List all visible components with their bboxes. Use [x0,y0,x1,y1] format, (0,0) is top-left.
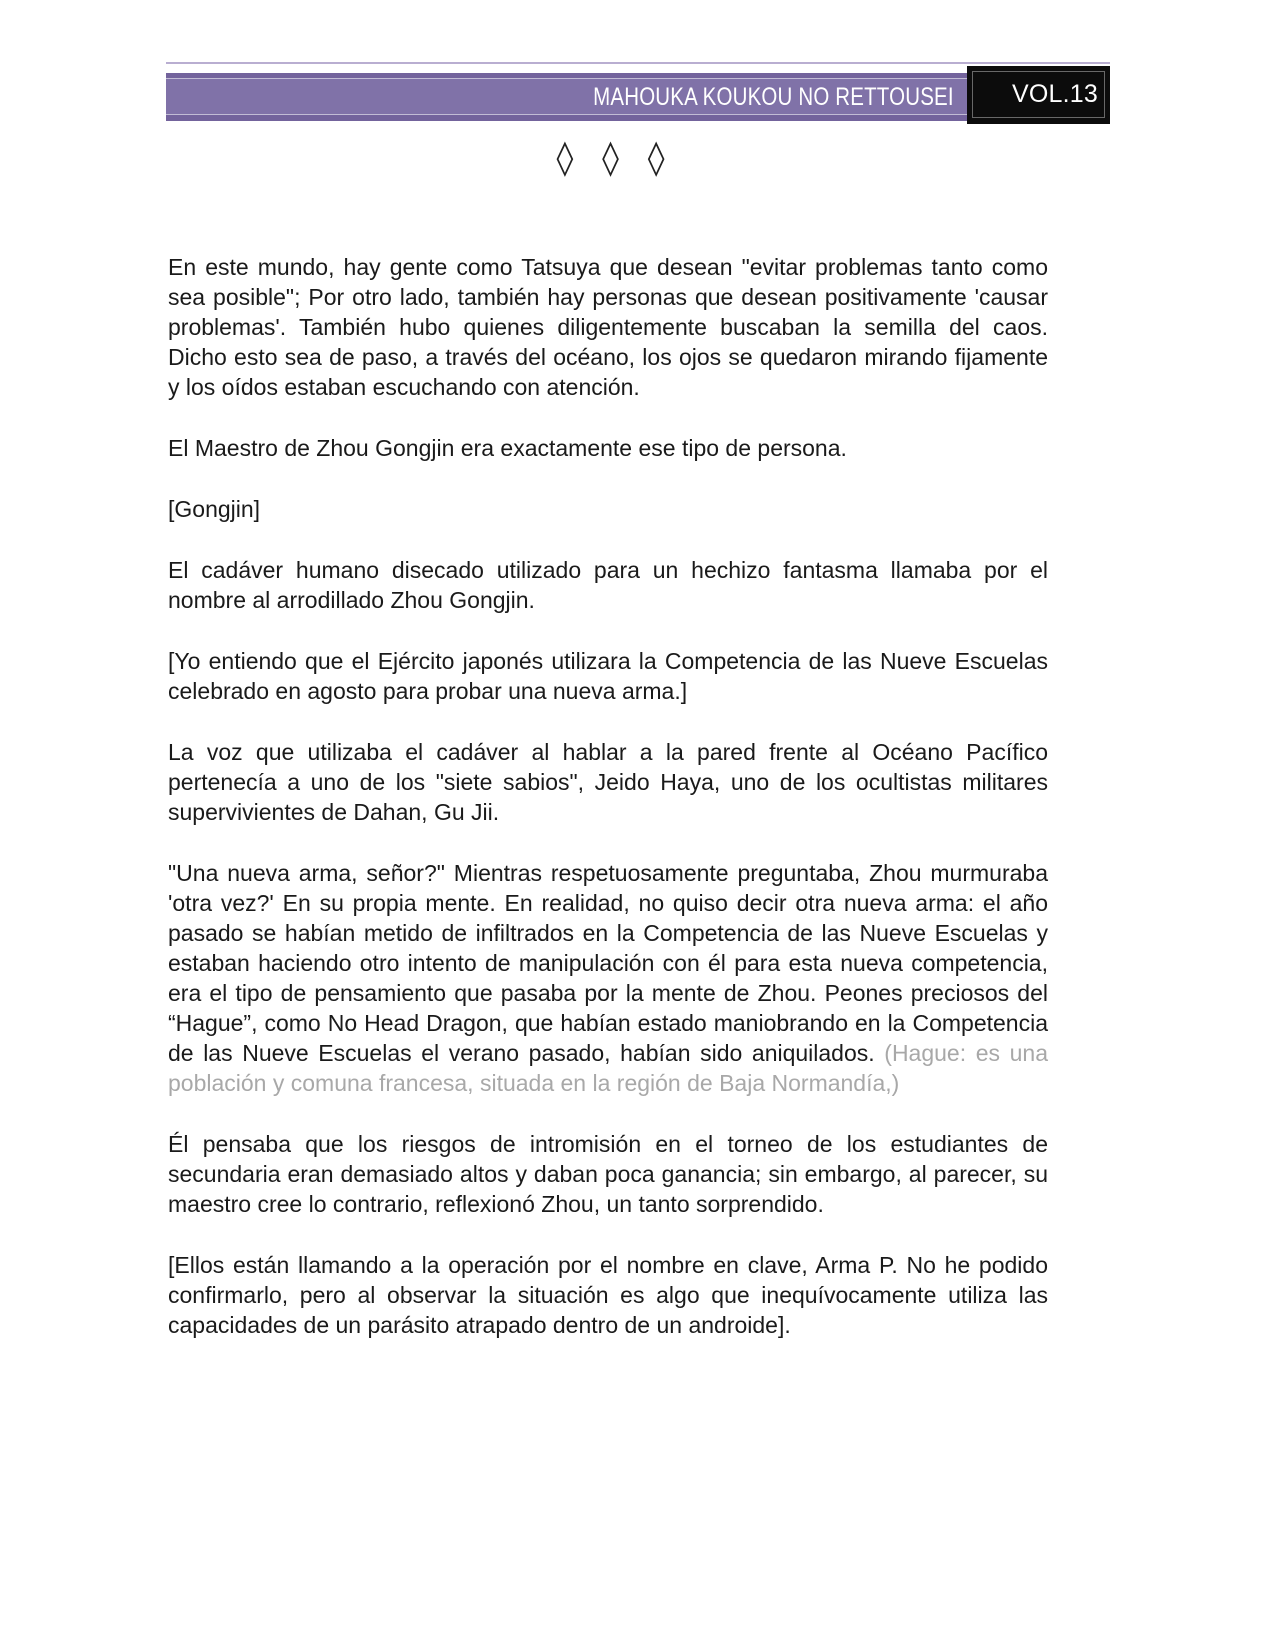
paragraph [168,1250,1048,1340]
volume-badge-border [972,71,1105,118]
paragraph-text: La voz que utilizaba el cadáver al hablar a la pared frente al Océano Pacífico pertenecía a uno de los "siete sabios", Jeido Haya, uno de los ocultistas militares supervivientes de Dahan, Gu Jii. [168,739,1048,825]
paragraph-text: En este mundo, hay gente como Tatsuya que desean "evitar problemas tanto como sea posible"; Por otro lado, también hay personas que desean positivamente 'causar problemas'. También hubo quienes diligentemente buscaban la semilla del caos. Dicho esto sea de paso, a través del océano, los ojos se quedaron mirando fijamente y los oídos estaban escuchando con atención. [168,254,1048,400]
header-top-rule [166,62,1110,64]
paragraph-text: El Maestro de Zhou Gongjin era exactamente ese tipo de persona. [168,435,847,461]
paragraph [168,646,1048,706]
header-bar [166,73,1110,121]
page-content [168,252,1048,1371]
paragraph [168,433,1048,463]
paragraph-text: "Una nueva arma, señor?" Mientras respetuosamente preguntaba, Zhou murmuraba 'otra vez?' En su propia mente. En realidad, no quiso decir otra nueva arma: el año pasado se habían metido de infiltrados en la Competencia de las Nueve Escuelas y estaban haciendo otro intento de manipulación con él para esta nueva competencia, era el tipo de pensamiento que pasaba por la mente de Zhou. Peones preciosos del “Hague”, como No Head Dragon, que habían estado maniobrando en la Competencia de las Nueve Escuelas el verano pasado, habían sido aniquilados. [168,860,1048,1066]
paragraph [168,737,1048,827]
paragraph-text: Él pensaba que los riesgos de intromisión en el torneo de los estudiantes de secundaria eran demasiado altos y daban poca ganancia; sin embargo, al parecer, su maestro cree lo contrario, reflexionó Zhou, un tanto sorprendido. [168,1131,1048,1217]
paragraph-text: [Gongjin] [168,496,261,522]
diamond-divider: ◊ ◊ ◊ [556,138,674,178]
paragraph [168,858,1048,1098]
paragraph-text: El cadáver humano disecado utilizado para un hechizo fantasma llamaba por el nombre al arrodillado Zhou Gongjin. [168,557,1048,613]
paragraph [168,252,1048,402]
volume-badge [967,66,1110,124]
paragraph-text: [Yo entiendo que el Ejército japonés utilizara la Competencia de las Nueve Escuelas celebrado en agosto para probar una nueva arma.] [168,648,1048,704]
document-title: MAHOUKA KOUKOU NO RETTOUSEI [593,83,954,111]
paragraph [168,555,1048,615]
paragraph [168,1129,1048,1219]
translator-note: (Hague: es una población y comuna francesa, situada en la región de Baja Normandía,) [168,1040,1048,1096]
volume-label: VOL.13 [1012,80,1098,108]
paragraph [168,494,1048,524]
paragraph-text: [Ellos están llamando a la operación por el nombre en clave, Arma P. No he podido confirmarlo, pero al observar la situación es algo que inequívocamente utiliza las capacidades de un parásito atrapado dentro de un androide]. [168,1252,1048,1338]
